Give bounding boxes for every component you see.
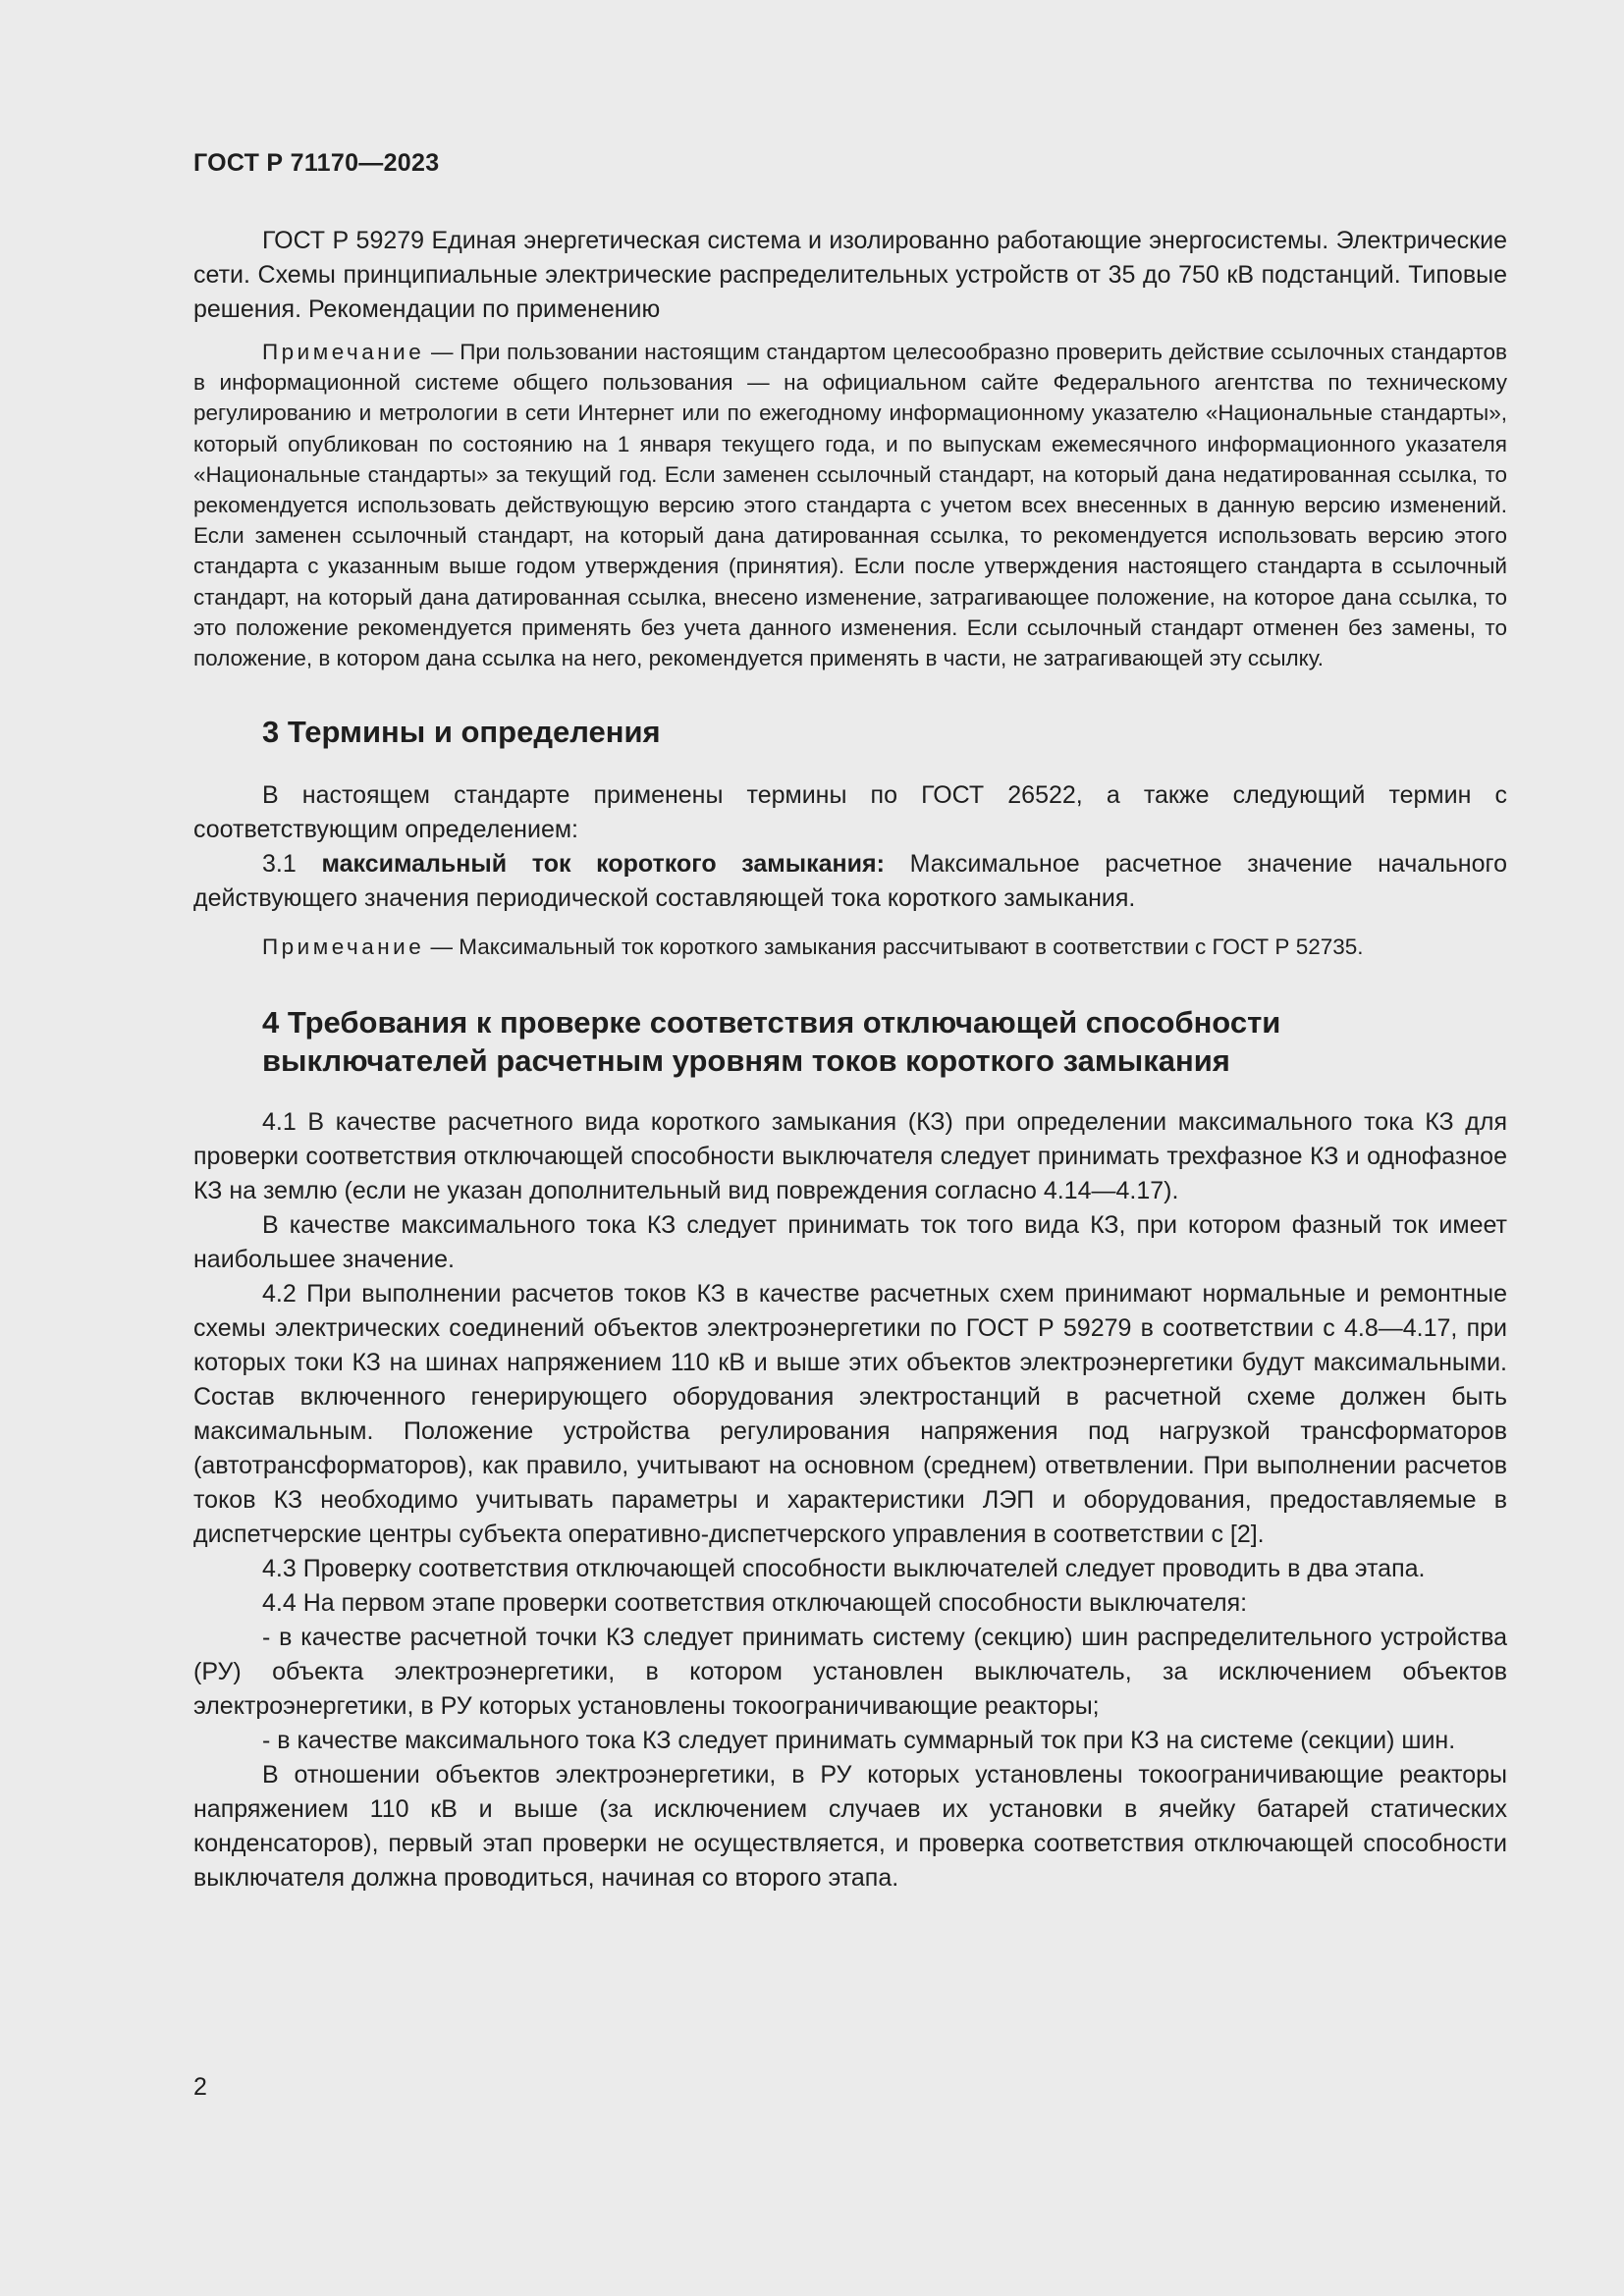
- term-note: [193, 932, 1507, 962]
- note-label: Примечание: [262, 340, 425, 364]
- paragraph-4-1-cont: В качестве максимального тока КЗ следует принимать ток того вида КЗ, при котором фазный ток имеет наибольшее значение.: [193, 1211, 1507, 1274]
- term-def: Максимальное расчетное значение начального действующего значения периодической составляющей тока короткого замыкания.: [193, 850, 1507, 913]
- running-header: ГОСТ Р 71170—2023: [193, 149, 440, 177]
- note-text: — При пользовании настоящим стандартом целесообразно проверить действие ссылочных стандартов в информационной системе общего пользования — на официальном сайте Федерального агентства по техническому регулированию и метрологии в сети Интернет или по ежегодному информационному указателю «Национальные стандарты», который опубликован по состоянию на 1 января текущего года, и по выпускам ежемесячного информационного указателя «Национальные стандарты» за текущий год. Если заменен ссылочный стандарт, на который дана недатированная ссылка, то рекомендуется использовать действующую версию этого стандарта с учетом всех внесенных в данную версию изменений. Если заменен ссылочный стандарт, на который дана датированная ссылка, то рекомендуется использовать версию этого стандарта с указанным выше годом утверждения (принятия). Если после утверждения настоящего стандарта в ссылочный стандарт, на который дана датированная ссылка, внесено изменение, затрагивающее положение, на которое дана ссылка, то это положение рекомендуется применять без учета данного изменения. Если ссылочный стандарт отменен без замены, то положение, в котором дана ссылка на него, рекомендуется применять в части, не затрагивающей эту ссылку.: [193, 340, 1507, 671]
- paragraph-4-1: 4.1 В качестве расчетного вида короткого замыкания (КЗ) при определении максимального тока КЗ для проверки соответствия отключающей способности выключателя следует принимать трехфазное КЗ и однофазное КЗ на землю (если не указан дополнительный вид повреждения согласно 4.14—4.17).: [193, 1108, 1507, 1205]
- section-4-heading: 4 Требования к проверке соответствия отключающей способности выключателей расчетным уровням токов короткого замыкания: [262, 1005, 1281, 1079]
- section-3-heading: 3 Термины и определения: [262, 715, 661, 750]
- page-content: [193, 224, 1507, 1896]
- paragraph-4-4-reactors: В отношении объектов электроэнергетики, в РУ которых установлены токоограничивающие реакторы напряжением 110 кВ и выше (за исключением случаев их установки в ячейку батарей статических конденсаторов), первый этап проверки не осуществляется, и проверка соответствия отключающей способности выключателя должна проводиться, начиная со второго этапа.: [193, 1761, 1507, 1893]
- reference-gost-59279: ГОСТ Р 59279 Единая энергетическая система и изолированно работающие энергосистемы. Электрические сети. Схемы принципиальные электрические распределительных устройств от 35 до 750 кВ подстанций. Типовые решения. Рекомендации по применению: [193, 227, 1507, 323]
- references-note: [193, 337, 1507, 673]
- paragraph-4-4: 4.4 На первом этапе проверки соответствия отключающей способности выключателя:: [262, 1589, 1248, 1618]
- term-definition: [193, 847, 1507, 916]
- list-item: - в качестве максимального тока КЗ следует принимать суммарный ток при КЗ на системе (секции) шин.: [262, 1727, 1456, 1755]
- term-number: 3.1: [262, 850, 322, 879]
- page-number: 2: [193, 2073, 207, 2101]
- section-3-intro: В настоящем стандарте применены термины по ГОСТ 26522, а также следующий термин с соответствующим определением:: [193, 781, 1507, 844]
- note-label: Примечание: [262, 934, 425, 960]
- paragraph-4-2: 4.2 При выполнении расчетов токов КЗ в качестве расчетных схем принимают нормальные и ремонтные схемы электрических соединений объектов электроэнергетики по ГОСТ Р 59279 в соответствии с 4.8—4.17, при которых токи КЗ на шинах напряжением 110 кВ и выше этих объектов электроэнергетики будут максимальными. Состав включенного генерирующего оборудования электростанций в расчетной схеме должен быть максимальным. Положение устройства регулирования напряжения под нагрузкой трансформаторов (автотрансформаторов), как правило, учитывают на основном (среднем) ответвлении. При выполнении расчетов токов КЗ необходимо учитывать параметры и характеристики ЛЭП и оборудования, предоставляемые в диспетчерские центры субъекта оперативно-диспетчерского управления в соответствии с [2].: [193, 1280, 1507, 1549]
- list-item: - в качестве расчетной точки КЗ следует принимать систему (секцию) шин распределительного устройства (РУ) объекта электроэнергетики, в котором установлен выключатель, за исключением объектов электроэнергетики, в РУ которых установлены токоограничивающие реакторы;: [193, 1624, 1507, 1721]
- paragraph-4-3: 4.3 Проверку соответствия отключающей способности выключателей следует проводить в два этапа.: [262, 1555, 1426, 1583]
- note-text: — Максимальный ток короткого замыкания рассчитывают в соответствии с ГОСТ Р 52735.: [424, 934, 1364, 960]
- term-name: максимальный ток короткого замыкания:: [321, 850, 885, 879]
